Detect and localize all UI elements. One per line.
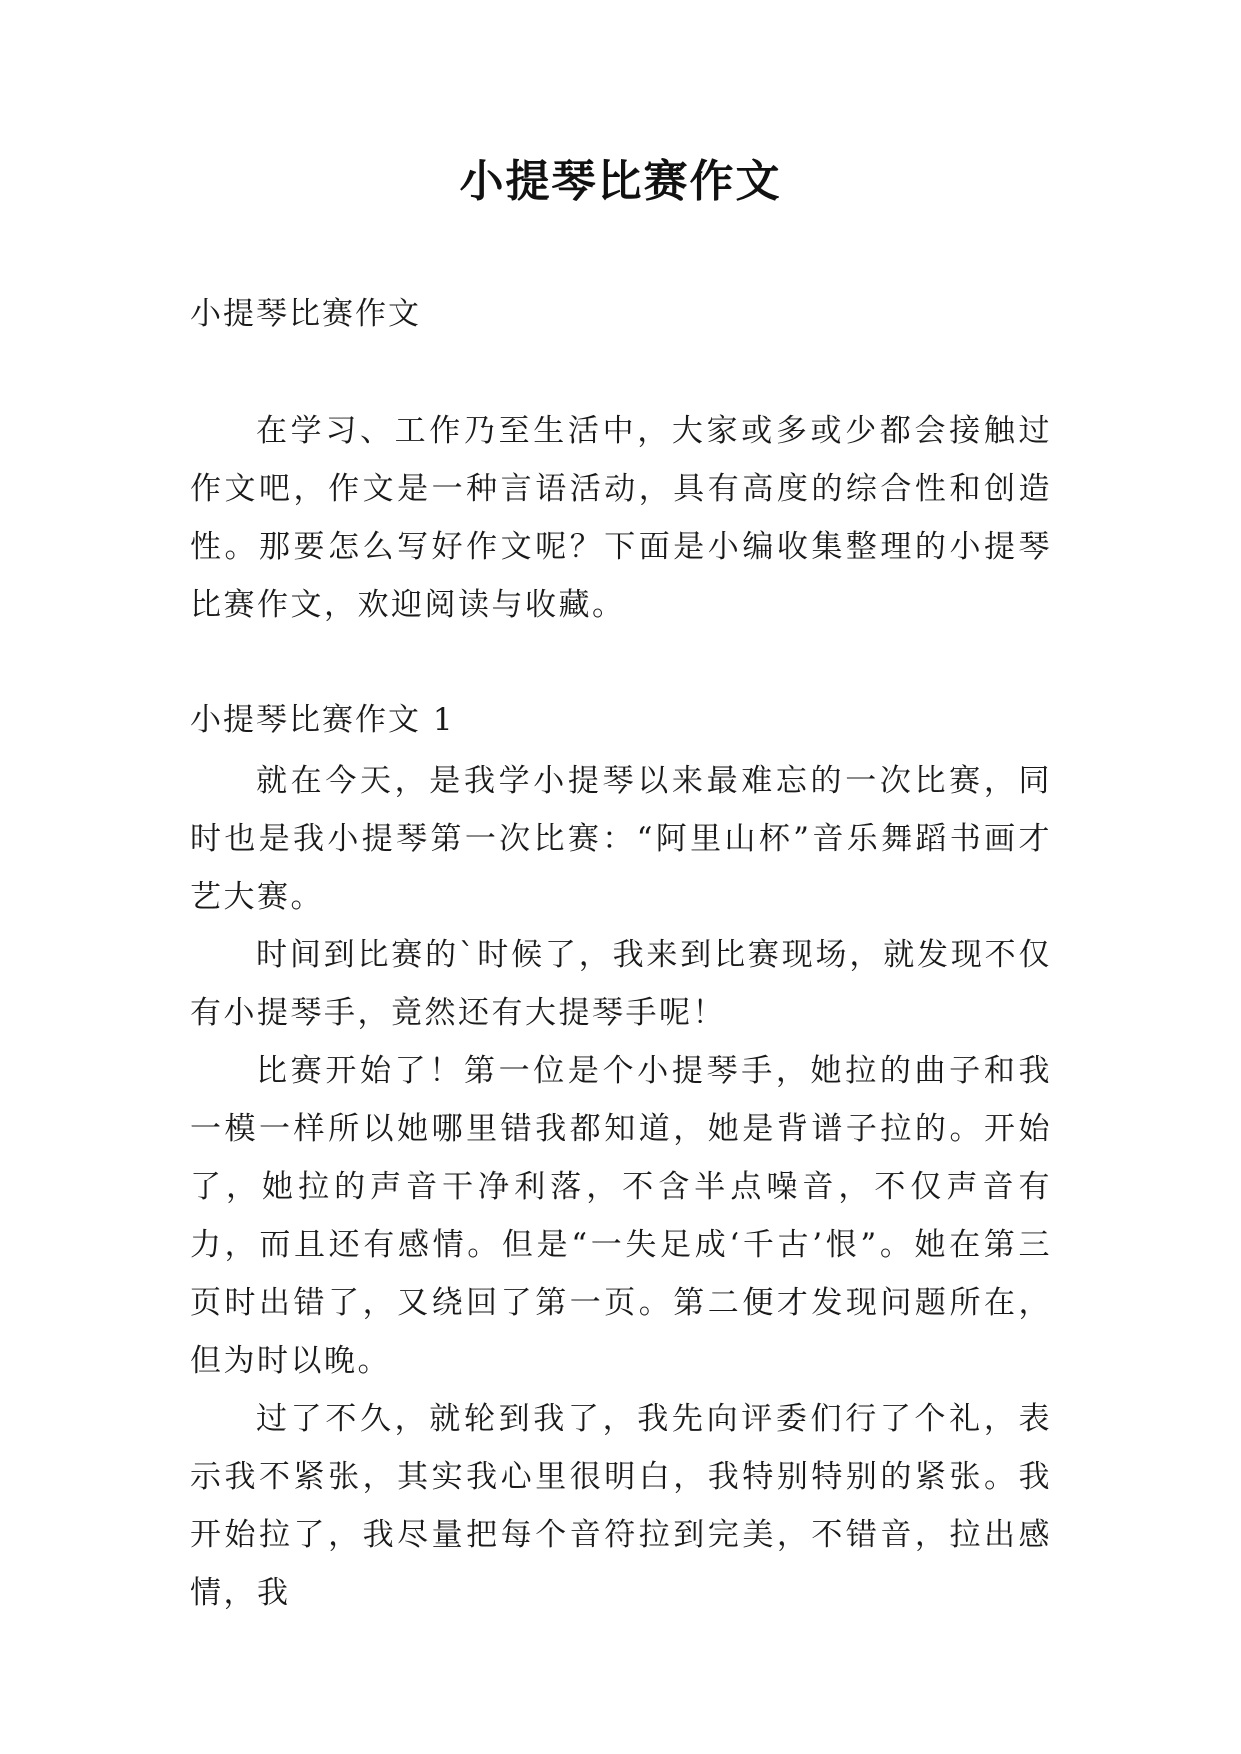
intro-paragraph: 在学习、工作乃至生活中，大家或多或少都会接触过作文吧，作文是一种言语活动，具有高度的综合性和创造性。那要怎么写好作文呢？下面是小编收集整理的小提琴比赛作文，欢迎阅读与收藏。 (190, 413, 1052, 623)
body-paragraph: 就在今天，是我学小提琴以来最难忘的一次比赛，同时也是我小提琴第一次比赛：“阿里山杯”音乐舞蹈书画才艺大赛。 (190, 763, 1052, 915)
body-paragraph: 时间到比赛的`时候了，我来到比赛现场，就发现不仅有小提琴手，竟然还有大提琴手呢！ (190, 937, 1052, 1031)
document-subtitle: 小提琴比赛作文 (190, 296, 421, 332)
body-paragraph: 过了不久，就轮到我了，我先向评委们行了个礼，表示我不紧张，其实我心里很明白，我特别特别的紧张。我开始拉了，我尽量把每个音符拉到完美，不错音，拉出感情，我 (190, 1401, 1052, 1611)
section-heading: 小提琴比赛作文 1 (190, 702, 455, 738)
body-paragraph: 比赛开始了！第一位是个小提琴手，她拉的曲子和我一模一样所以她哪里错我都知道，她是背谱子拉的。开始了，她拉的声音干净利落，不含半点噪音，不仅声音有力，而且还有感情。但是“一失足成‘千古’恨”。她在第三页时出错了，又绕回了第一页。第二便才发现问题所在，但为时以晚。 (190, 1053, 1052, 1379)
document-title: 小提琴比赛作文 (459, 156, 782, 207)
